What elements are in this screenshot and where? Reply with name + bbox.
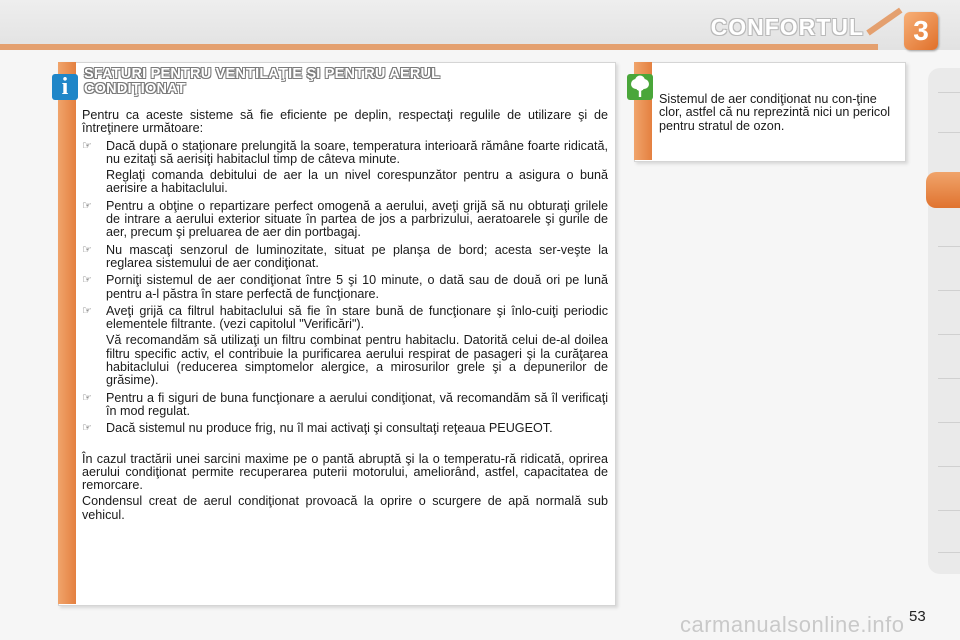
- list-item: [82, 392, 608, 419]
- info-panel-strip: [58, 62, 76, 604]
- list-item: [82, 200, 608, 240]
- chapter-number-badge: 3: [904, 12, 938, 50]
- advice-list: [82, 140, 608, 436]
- spacer: [82, 440, 608, 450]
- list-item-text: Porniţi sistemul de aer condiţionat între 5 şi 10 minute, o dată sau de două ori pe lună pentru a-l păstra în stare perfectă de funcţionare.: [106, 273, 608, 301]
- chapter-tab[interactable]: [938, 422, 960, 423]
- list-item: [82, 140, 608, 196]
- eco-text: Sistemul de aer condiţionat nu con-ţine clor, astfel că nu reprezintă nici un pericol pentru stratul de ozon.: [659, 92, 891, 133]
- list-item: [82, 274, 608, 301]
- pointing-hand-icon: ☞: [82, 199, 92, 212]
- list-item: [82, 244, 608, 271]
- pointing-hand-icon: ☞: [82, 391, 92, 404]
- list-item-extra: Vă recomandăm să utilizaţi un filtru combinat pentru habitaclu. Datorită celui de-al doilea filtru specific activ, el contribuie la purificarea aerului respirat de pasageri şi la curăţarea habitaclului (reducerea simptomelor alergice, a mirosurilor grele şi a depunerilor de grăsime).: [106, 333, 608, 388]
- tree-icon-graphic: [627, 74, 653, 100]
- header-accent-line: [0, 44, 878, 50]
- list-item-text: Nu mascaţi senzorul de luminozitate, situat pe planşa de bord; acesta ser-veşte la reglarea sistemului de aer condiţionat.: [106, 242, 608, 270]
- chapter-tab[interactable]: [938, 378, 960, 379]
- list-item-text: Pentru a fi siguri de buna funcţionare a aerului condiţionat, vă recomandăm să îl verificaţi în mod regulat.: [106, 390, 608, 418]
- pointing-hand-icon: ☞: [82, 274, 92, 287]
- list-item-text: Pentru a obţine o repartizare perfect omogenă a aerului, aveţi grijă să nu obturaţi grilele de intrare a aerului exterior situate în partea de jos a parbrizului, aeratoarele şi gurile de aer, precum şi preluarea de aer din portbagaj.: [106, 198, 608, 240]
- pointing-hand-icon: ☞: [82, 304, 92, 317]
- panel-content: [82, 109, 608, 522]
- chapter-tab[interactable]: [938, 92, 960, 93]
- chapter-tab[interactable]: [938, 466, 960, 467]
- page-number: 53: [909, 608, 926, 625]
- panel-title-line: CONDIŢIONAT: [84, 81, 186, 97]
- tree-icon: [627, 74, 653, 100]
- chapter-tab[interactable]: [938, 510, 960, 511]
- list-item-extra: Reglaţi comanda debitului de aer la un nivel corespunzător pentru a asigura o bună aerisire a habitaclului.: [106, 168, 608, 196]
- pointing-hand-icon: ☞: [82, 422, 92, 435]
- list-item: [82, 422, 608, 435]
- chapter-tab-active[interactable]: [926, 172, 960, 208]
- chapter-tab[interactable]: [938, 246, 960, 247]
- chapter-tab[interactable]: [938, 132, 960, 133]
- watermark: carmanualsonline.info: [680, 612, 905, 637]
- list-item: [82, 305, 608, 388]
- chapter-tab[interactable]: [938, 334, 960, 335]
- towing-paragraph: În cazul tractării unei sarcini maxime pe o pantă abruptă şi la o temperatu-ră ridicată, oprirea aerului condiţionat permite recuperarea puterii motorului, ameliorând, astfel, capacitatea de remorcare.: [82, 451, 608, 493]
- chapter-tab[interactable]: [938, 552, 960, 553]
- info-icon: i: [52, 74, 78, 100]
- condensation-paragraph: Condensul creat de aerul condiţionat provoacă la oprire o scurgere de apă normală sub vehicul.: [82, 494, 608, 522]
- list-item-text: Aveţi grijă ca filtrul habitaclului să fie în stare bună de funcţionare şi înlo-cuiţi periodic elementele filtrante. (vezi capitolul "Verificări").: [106, 303, 608, 332]
- chapter-title: CONFORTUL: [710, 14, 864, 40]
- pointing-hand-icon: ☞: [82, 139, 92, 152]
- panel-title: [84, 67, 604, 97]
- intro-text: Pentru ca aceste sisteme să fie eficiente pe deplin, respectaţi regulile de utilizare şi de întreţinere următoare:: [82, 108, 608, 136]
- panel-title-line: SFATURI PENTRU VENTILAŢIE ŞI PENTRU AERUL: [84, 66, 441, 82]
- list-item-text: Dacă după o staţionare prelungită la soare, temperatura interioară rămâne foarte ridicată, nu ezitaţi să aerisiţi habitaclul timp de câteva minute.: [106, 138, 608, 166]
- list-item-text: Dacă sistemul nu produce frig, nu îl mai activaţi şi consultaţi reţeaua PEUGEOT.: [106, 421, 553, 436]
- chapter-tab-rail: [928, 68, 960, 574]
- chapter-tab[interactable]: [938, 290, 960, 291]
- pointing-hand-icon: ☞: [82, 243, 92, 256]
